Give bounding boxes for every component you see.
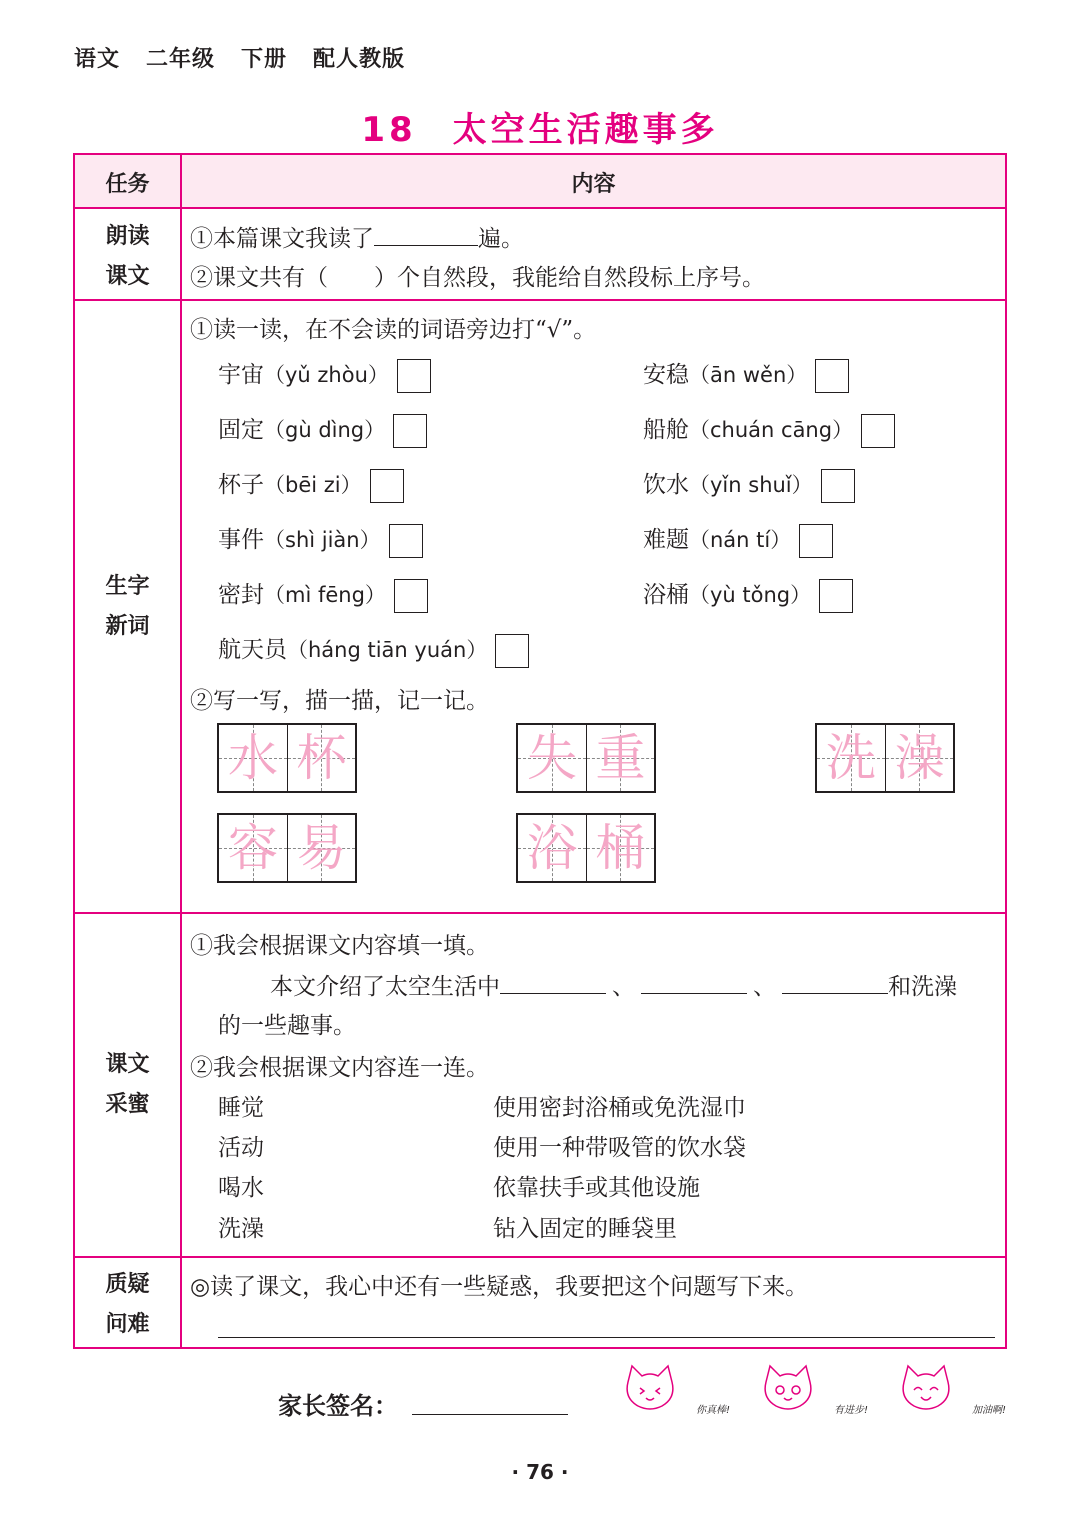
word-pinyin: （chuán cāng） bbox=[689, 418, 854, 442]
page-number: · 76 · bbox=[511, 1460, 569, 1484]
word-hanzi: 宇宙 bbox=[218, 362, 264, 388]
vocab-word bbox=[218, 521, 423, 558]
fill-blank[interactable] bbox=[500, 967, 606, 994]
word-hanzi: 安稳 bbox=[643, 362, 689, 388]
question-answer-line[interactable] bbox=[218, 1337, 995, 1338]
trace-char: 洗 bbox=[825, 729, 876, 787]
label-line: 质疑 bbox=[105, 1272, 150, 1297]
word-pinyin: （yǐn shuǐ） bbox=[689, 473, 813, 497]
sticker-caption: 有进步! bbox=[833, 1405, 868, 1416]
word-hanzi: 航天员 bbox=[218, 637, 287, 663]
grid-cell bbox=[586, 725, 654, 791]
word-hanzi: 固定 bbox=[218, 417, 264, 443]
parent-signature-line[interactable] bbox=[412, 1414, 568, 1415]
word-hanzi: 密封 bbox=[218, 582, 264, 608]
word-hanzi: 杯子 bbox=[218, 472, 264, 498]
trace-char: 浴 bbox=[526, 819, 577, 877]
word-hanzi: 浴桶 bbox=[643, 582, 689, 608]
fill-sentence-end: 的一些趣事。 bbox=[218, 1013, 356, 1039]
vocab-instruction-1: ①读一读，在不会读的词语旁边打“√”。 bbox=[190, 317, 597, 343]
vocab-word bbox=[218, 576, 428, 613]
word-hanzi: 事件 bbox=[218, 527, 264, 553]
vocab-word bbox=[218, 356, 431, 393]
checkbox[interactable] bbox=[394, 579, 428, 613]
match-instruction: ②我会根据课文内容连一连。 bbox=[190, 1055, 489, 1081]
checkbox[interactable] bbox=[821, 469, 855, 503]
vocab-word bbox=[218, 466, 404, 503]
read-count-text: ①本篇课文我读了 bbox=[190, 226, 374, 252]
match-right-item[interactable]: 依靠扶手或其他设施 bbox=[493, 1175, 700, 1201]
volume: 下册 bbox=[241, 47, 288, 72]
checkbox[interactable] bbox=[819, 579, 853, 613]
match-left-item[interactable]: 喝水 bbox=[218, 1175, 264, 1201]
vocab-instruction-2: ②写一写，描一描，记一记。 bbox=[190, 688, 489, 714]
label-line: 问难 bbox=[105, 1312, 150, 1337]
word-pinyin: （háng tiān yuán） bbox=[287, 638, 488, 662]
vocab-word bbox=[643, 521, 833, 558]
cat-sticker-icon bbox=[758, 1362, 868, 1418]
read-count-blank[interactable] bbox=[374, 219, 478, 246]
word-pinyin: （ān wěn） bbox=[689, 363, 808, 387]
grid-cell bbox=[586, 815, 654, 881]
trace-char: 容 bbox=[227, 819, 278, 877]
word-pinyin: （yǔ zhòu） bbox=[264, 363, 389, 387]
label-line: 朗读 bbox=[105, 224, 150, 249]
cat-face-icon bbox=[758, 1362, 818, 1414]
checkbox[interactable] bbox=[393, 414, 427, 448]
sticker-caption: 加油啊! bbox=[971, 1405, 1006, 1416]
writing-grid[interactable] bbox=[516, 723, 656, 793]
checkbox[interactable] bbox=[397, 359, 431, 393]
checkbox[interactable] bbox=[495, 634, 529, 668]
grid-cell bbox=[287, 815, 355, 881]
col-content-header: 内容 bbox=[571, 172, 616, 197]
label-line: 生字 bbox=[105, 574, 150, 599]
checkbox[interactable] bbox=[815, 359, 849, 393]
read-count-line bbox=[190, 219, 524, 253]
trace-char: 易 bbox=[296, 819, 347, 877]
cat-sticker-icon bbox=[620, 1362, 730, 1418]
word-pinyin: （bēi zi） bbox=[264, 473, 362, 497]
column-divider bbox=[180, 155, 182, 1347]
grid-cell bbox=[219, 725, 287, 791]
word-pinyin: （gù dìng） bbox=[264, 418, 386, 442]
row-divider bbox=[75, 912, 1005, 914]
parent-signature-label: 家长签名： bbox=[278, 1392, 398, 1420]
checkbox[interactable] bbox=[799, 524, 833, 558]
label-line: 新词 bbox=[105, 614, 150, 639]
word-hanzi: 饮水 bbox=[643, 472, 689, 498]
vocab-word bbox=[218, 631, 529, 668]
trace-char: 澡 bbox=[894, 729, 945, 787]
trace-char: 重 bbox=[595, 729, 646, 787]
separator: 、 bbox=[753, 974, 776, 1000]
edition: 配人教版 bbox=[313, 47, 406, 72]
page-header bbox=[74, 42, 431, 73]
fill-sentence bbox=[270, 967, 957, 1001]
fill-text: 本文介绍了太空生活中 bbox=[270, 974, 500, 1000]
checkbox[interactable] bbox=[370, 469, 404, 503]
cat-face-icon bbox=[896, 1362, 956, 1414]
word-pinyin: （mì fēng） bbox=[264, 583, 386, 607]
word-pinyin: （yù tǒng） bbox=[689, 583, 812, 607]
fill-blank[interactable] bbox=[641, 967, 747, 994]
fill-blank[interactable] bbox=[782, 967, 888, 994]
vocab-word bbox=[643, 576, 853, 613]
checkbox[interactable] bbox=[389, 524, 423, 558]
label-line: 课文 bbox=[105, 1052, 150, 1077]
match-left-item[interactable]: 活动 bbox=[218, 1135, 264, 1161]
grid-cell bbox=[518, 725, 586, 791]
grade: 二年级 bbox=[146, 47, 216, 72]
writing-grid[interactable] bbox=[815, 723, 955, 793]
match-right-item[interactable]: 使用一种带吸管的饮水袋 bbox=[493, 1135, 746, 1161]
grid-cell bbox=[518, 815, 586, 881]
label-line: 课文 bbox=[105, 264, 150, 289]
row-label-question bbox=[75, 1265, 180, 1345]
subject: 语文 bbox=[74, 47, 121, 72]
cat-sticker-icon bbox=[896, 1362, 1006, 1418]
lesson-number: 18 bbox=[361, 110, 417, 150]
row-divider bbox=[75, 207, 1005, 209]
word-hanzi: 船舱 bbox=[643, 417, 689, 443]
read-count-suffix: 遍。 bbox=[478, 226, 524, 252]
writing-grid[interactable] bbox=[516, 813, 656, 883]
row-divider bbox=[75, 1256, 1005, 1258]
paragraph-count-line: ②课文共有（ ）个自然段，我能给自然段标上序号。 bbox=[190, 265, 765, 291]
row-label-vocab bbox=[75, 567, 180, 647]
fill-text: 和洗澡 bbox=[888, 974, 957, 1000]
match-right-item[interactable]: 使用密封浴桶或免洗湿巾 bbox=[493, 1095, 746, 1121]
vocab-word bbox=[643, 411, 895, 448]
row-label-read bbox=[75, 217, 180, 297]
row-label-collect bbox=[75, 1045, 180, 1125]
question-prompt: ◎读了课文，我心中还有一些疑惑，我要把这个问题写下来。 bbox=[190, 1274, 809, 1300]
match-left-item[interactable]: 洗澡 bbox=[218, 1216, 264, 1242]
cat-face-icon bbox=[620, 1362, 680, 1414]
trace-char: 水 bbox=[227, 729, 278, 787]
match-right-item[interactable]: 钻入固定的睡袋里 bbox=[493, 1216, 677, 1242]
trace-char: 桶 bbox=[595, 819, 646, 877]
word-pinyin: （nán tí） bbox=[689, 528, 792, 552]
row-divider bbox=[75, 299, 1005, 301]
writing-grid[interactable] bbox=[217, 813, 357, 883]
writing-grid[interactable] bbox=[217, 723, 357, 793]
grid-cell bbox=[817, 725, 885, 791]
trace-char: 失 bbox=[526, 729, 577, 787]
col-task-header: 任务 bbox=[105, 172, 150, 197]
lesson-name: 太空生活趣事多 bbox=[452, 110, 719, 150]
vocab-word bbox=[218, 411, 427, 448]
fill-instruction: ①我会根据课文内容填一填。 bbox=[190, 933, 489, 959]
task-table bbox=[73, 153, 1007, 1349]
sticker-caption: 你真棒! bbox=[695, 1405, 730, 1416]
grid-cell bbox=[287, 725, 355, 791]
word-pinyin: （shì jiàn） bbox=[264, 528, 381, 552]
word-hanzi: 难题 bbox=[643, 527, 689, 553]
grid-cell bbox=[885, 725, 953, 791]
separator: 、 bbox=[612, 974, 635, 1000]
match-left-item[interactable]: 睡觉 bbox=[218, 1095, 264, 1121]
vocab-word bbox=[643, 356, 849, 393]
checkbox[interactable] bbox=[861, 414, 895, 448]
vocab-word bbox=[643, 466, 855, 503]
trace-char: 杯 bbox=[296, 729, 347, 787]
lesson-title bbox=[0, 102, 1080, 151]
grid-cell bbox=[219, 815, 287, 881]
label-line: 采蜜 bbox=[105, 1092, 150, 1117]
